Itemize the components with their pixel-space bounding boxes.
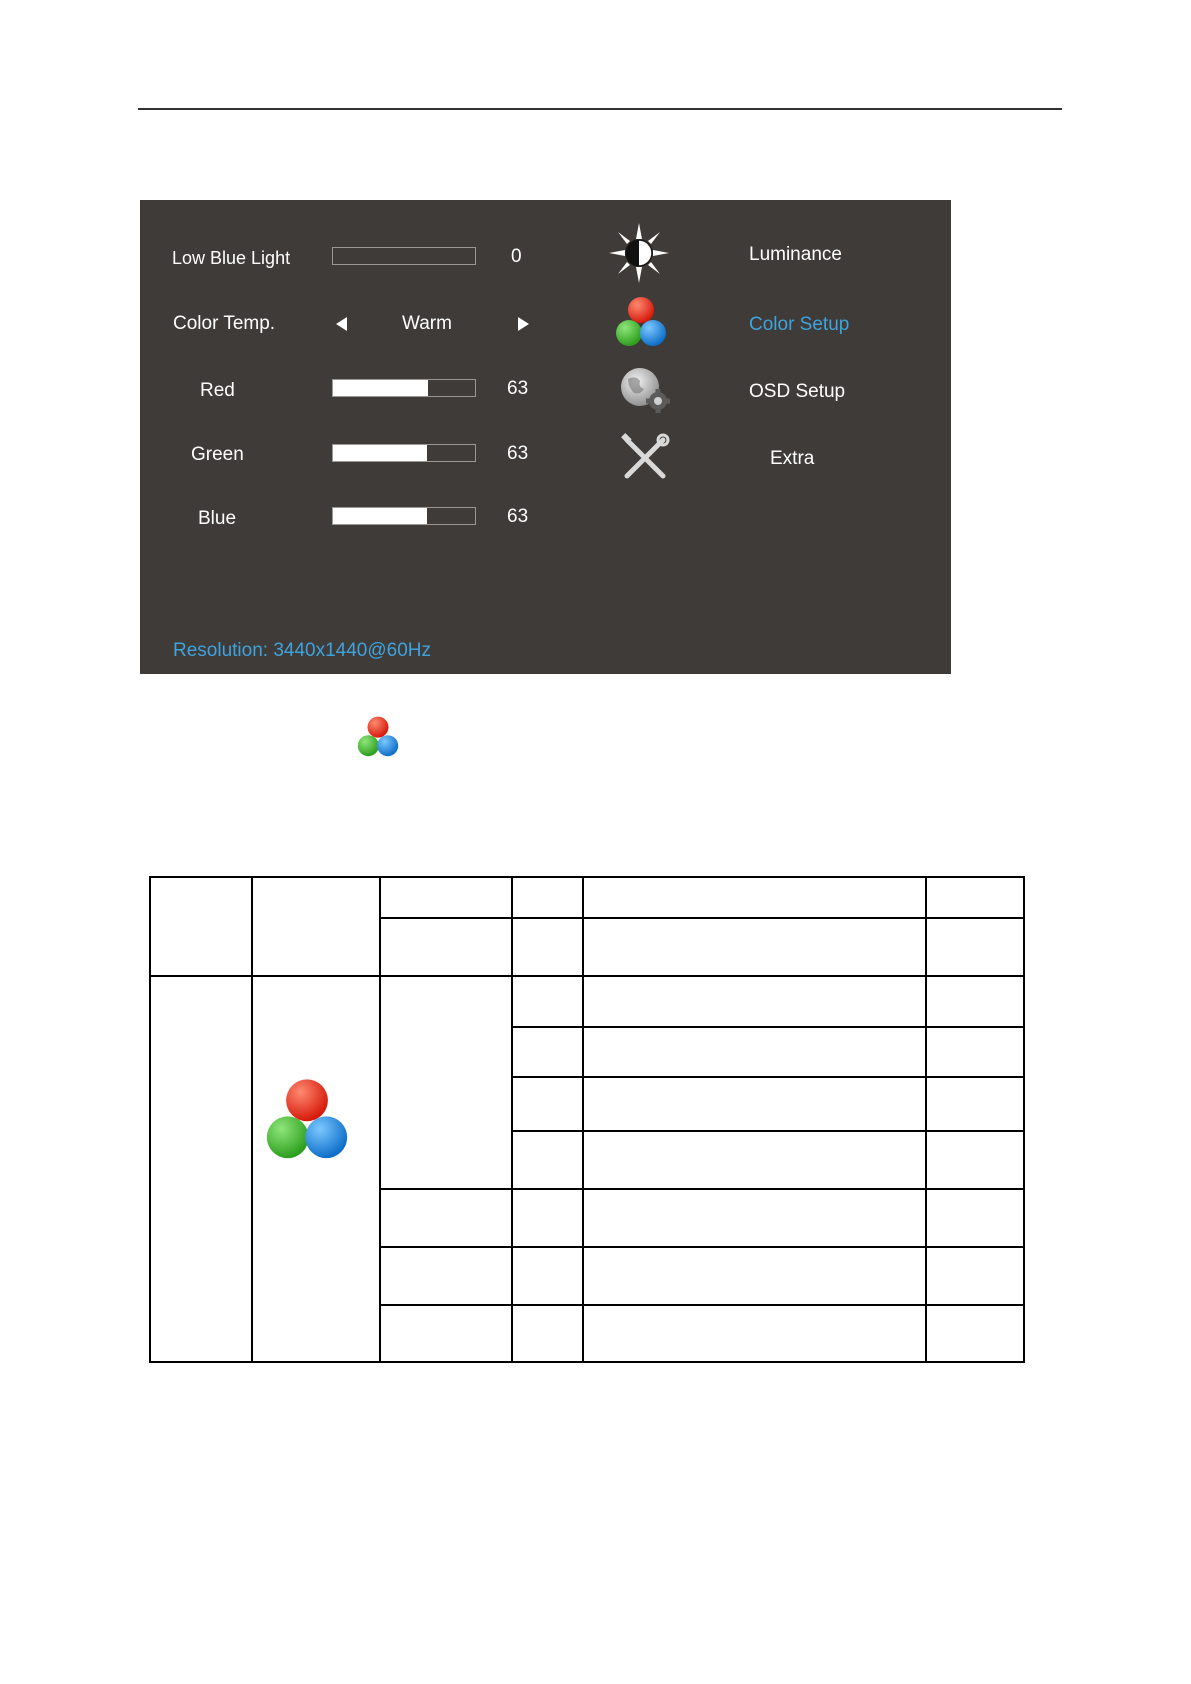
blue-label: Blue	[198, 508, 237, 529]
header-rule	[138, 108, 1062, 110]
green-slider[interactable]	[332, 444, 476, 462]
red-fill	[333, 380, 428, 396]
left-arrow-icon[interactable]	[336, 317, 347, 331]
red-slider[interactable]	[332, 379, 476, 397]
settings-table	[149, 876, 1025, 1363]
red-value: 63	[507, 378, 529, 399]
green-fill	[333, 445, 427, 461]
osd-panel	[140, 200, 951, 674]
brightness-icon[interactable]	[609, 223, 669, 283]
low-blue-light-value: 0	[511, 246, 522, 267]
red-label: Red	[200, 380, 235, 401]
color-temp-label: Color Temp.	[173, 313, 276, 334]
color-temp-value: Warm	[402, 313, 452, 334]
menu-item-color-setup[interactable]: Color Setup	[749, 314, 850, 335]
low-blue-light-slider[interactable]	[332, 247, 476, 265]
blue-slider[interactable]	[332, 507, 476, 525]
green-label: Green	[191, 444, 244, 465]
green-value: 63	[507, 443, 529, 464]
resolution-text: Resolution: 3440x1440@60Hz	[173, 640, 432, 661]
blue-value: 63	[507, 506, 529, 527]
rgb-balls-icon	[262, 1076, 352, 1160]
right-arrow-icon[interactable]	[518, 317, 529, 331]
rgb-balls-icon[interactable]	[613, 295, 669, 347]
menu-item-luminance[interactable]: Luminance	[749, 244, 842, 265]
tools-icon[interactable]	[619, 432, 671, 484]
globe-gear-icon[interactable]	[618, 365, 674, 415]
rgb-balls-icon	[355, 715, 401, 757]
menu-item-osd-setup[interactable]: OSD Setup	[749, 381, 846, 402]
blue-fill	[333, 508, 427, 524]
menu-item-extra[interactable]: Extra	[770, 448, 815, 469]
low-blue-light-label: Low Blue Light	[172, 248, 291, 268]
